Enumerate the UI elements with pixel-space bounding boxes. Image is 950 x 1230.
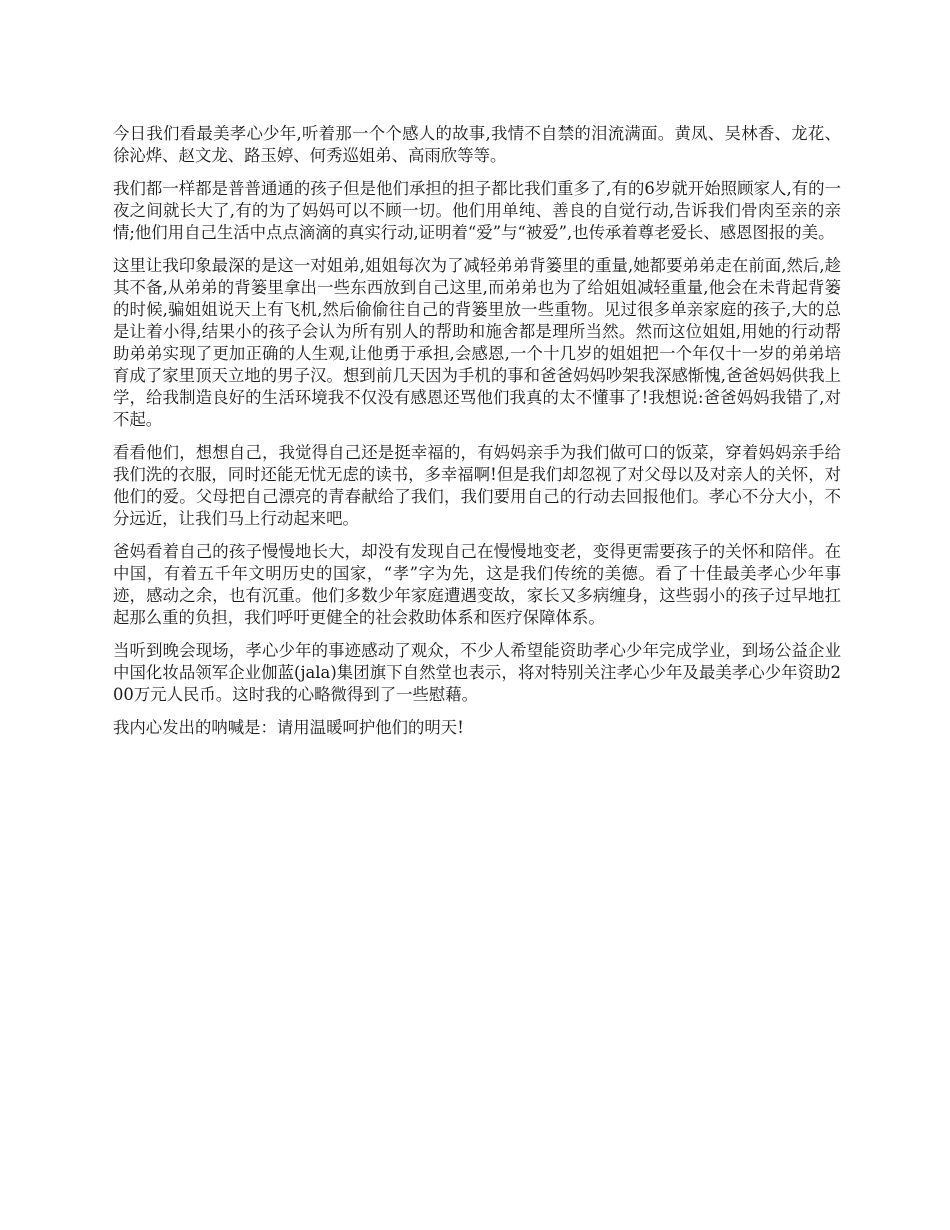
paragraph-5: 爸妈看着自己的孩子慢慢地长大，却没有发现自己在慢慢地变老，变得更需要孩子的关怀和陪伴。在中国，有着五千年文明历史的国家，“孝”字为先，这是我们传统的美德。看了十佳最美孝心少年事迹，感动之余，也有沉重。他们多数少年家庭遭遇变故，家长又多病缠身，这些弱小的孩子过早地扛起那么重的负担，我们呼吁更健全的社会救助体系和医疗保障体系。 [113,542,841,627]
paragraph-1: 今日我们看最美孝心少年,听着那一个个感人的故事,我情不自禁的泪流满面。黄凤、吴林香、龙花、徐沁烨、赵文龙、路玉婷、何秀巡姐弟、高雨欣等等。 [113,124,841,165]
document-body [113,123,841,750]
paragraph-4: 看看他们，想想自己，我觉得自己还是挺幸福的，有妈妈亲手为我们做可口的饭菜，穿着妈妈亲手给我们洗的衣服，同时还能无忧无虑的读书，多幸福啊!但是我们却忽视了对父母以及对亲人的关怀，对他们的爱。父母把自己漂亮的青春献给了我们，我们要用自己的行动去回报他们。孝心不分大小，不分远近，让我们马上行动起来吧。 [113,443,841,528]
paragraph-7: 我内心发出的呐喊是：请用温暖呵护他们的明天! [113,718,464,737]
paragraph-2: 我们都一样都是普普通通的孩子但是他们承担的担子都比我们重多了,有的6岁就开始照顾家人,有的一夜之间就长大了,有的为了妈妈可以不顾一切。他们用单纯、善良的自觉行动,告诉我们骨肉至亲的亲情;他们用自己生活中点点滴滴的真实行动,证明着“爱”与“被爱”,也传承着尊老爱长、感恩图报的美。 [113,179,841,242]
paragraph-6: 当听到晚会现场，孝心少年的事迹感动了观众，不少人希望能资助孝心少年完成学业，到场公益企业中国化妆品领军企业伽蓝(jala)集团旗下自然堂也表示，将对特别关注孝心少年及最美孝心少年资助200万元人民币。这时我的心略微得到了一些慰藉。 [113,641,841,704]
paragraph-3: 这里让我印象最深的是这一对姐弟,姐姐每次为了减轻弟弟背篓里的重量,她都要弟弟走在前面,然后,趁其不备,从弟弟的背篓里拿出一些东西放到自己这里,而弟弟也为了给姐姐减轻重量,他会在未背起背篓的时候,骗姐姐说天上有飞机,然后偷偷往自己的背篓里放一些重物。见过很多单亲家庭的孩子,大的总是让着小得,结果小的孩子会认为所有别人的帮助和施舍都是理所当然。然而这位姐姐,用她的行动帮助弟弟实现了更加正确的人生观,让他勇于承担,会感恩,一个十几岁的姐姐把一个年仅十一岁的弟弟培育成了家里顶天立地的男子汉。想到前几天因为手机的事和爸爸妈妈吵架我深感惭愧,爸爸妈妈供我上学，给我制造良好的生活环境我不仅没有感恩还骂他们我真的太不懂事了!我想说:爸爸妈妈我错了,对不起。 [113,256,841,429]
